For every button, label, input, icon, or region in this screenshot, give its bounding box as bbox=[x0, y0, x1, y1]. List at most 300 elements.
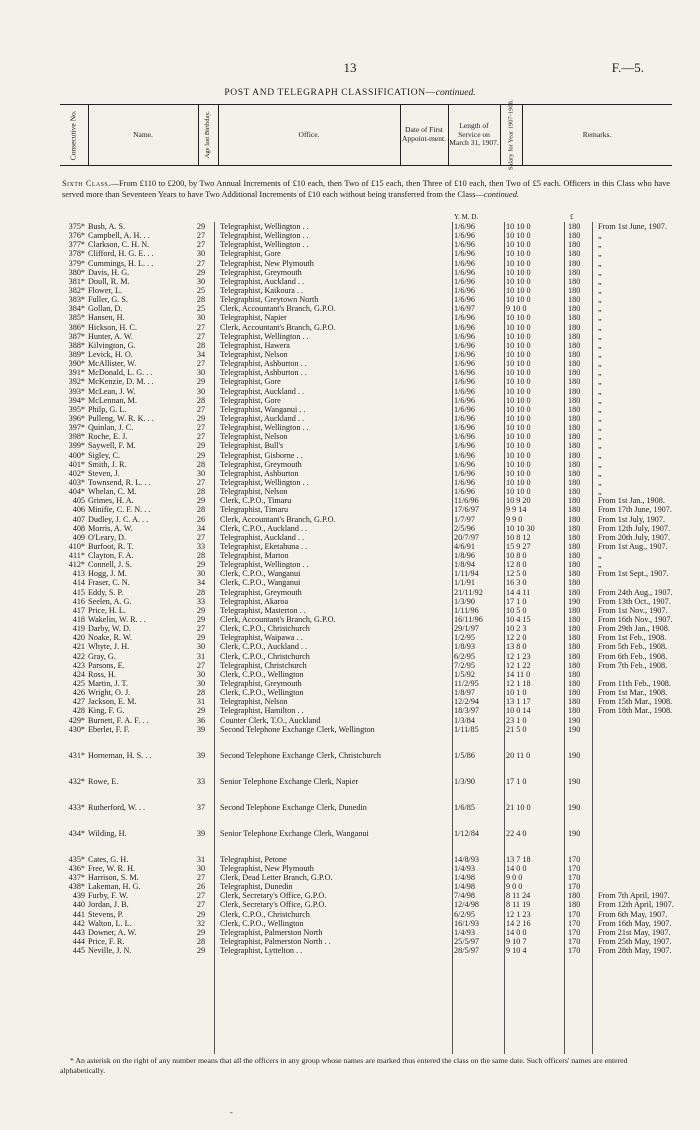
service-length: 10 10 0 bbox=[506, 404, 531, 414]
officer-name: Clifford, H. G. E. . . bbox=[88, 249, 154, 259]
appointment-date: 1/8/93 bbox=[454, 642, 475, 652]
officer-age: 28 bbox=[196, 295, 206, 305]
officer-age: 27 bbox=[196, 624, 206, 634]
consecutive-number: 420 bbox=[72, 633, 85, 643]
table-row bbox=[58, 777, 674, 803]
remarks: „ bbox=[598, 267, 602, 277]
service-length: 9 10 4 bbox=[506, 946, 527, 956]
officer-name: Quinlan, J. C. bbox=[88, 423, 134, 433]
footnote: * An asterisk on the right of any number means that all the officers in any group whose names are marked thus entered the class on the same date. Such officers' names are entered alphabetically. bbox=[60, 1056, 628, 1075]
appointment-date: 1/6/96 bbox=[454, 349, 475, 359]
officer-office: Telegraphist, Hawera bbox=[220, 340, 290, 350]
service-length: 10 8 12 bbox=[506, 532, 531, 542]
officer-name: McAllister, W. bbox=[88, 359, 137, 369]
consecutive-number: 399* bbox=[68, 441, 85, 451]
service-length: 10 10 0 bbox=[506, 459, 531, 469]
appointment-date: 1/6/96 bbox=[454, 487, 475, 497]
table-row bbox=[58, 515, 674, 524]
officer-office: Counter Clerk, T.O., Auckland bbox=[220, 715, 321, 725]
salary: 180 bbox=[568, 468, 581, 478]
salary: 180 bbox=[568, 240, 581, 250]
officer-age: 25 bbox=[196, 285, 206, 295]
salary: 180 bbox=[568, 404, 581, 414]
officer-name: Pulleng, W. R. K. . . bbox=[88, 413, 154, 423]
salary: 180 bbox=[568, 523, 581, 533]
officer-name: Townsend, R. L. . . bbox=[88, 477, 151, 487]
table-row bbox=[58, 751, 674, 777]
service-length: 10 0 14 bbox=[506, 706, 531, 716]
class-description bbox=[62, 178, 670, 200]
appointment-date: 1/5/92 bbox=[454, 669, 475, 679]
officer-age: 31 bbox=[196, 651, 206, 661]
consecutive-number: 421 bbox=[72, 642, 85, 652]
appointment-date: 1/6/96 bbox=[454, 423, 475, 433]
header-office: Office. bbox=[218, 105, 401, 165]
officer-office: Telegraphist, Greytown North bbox=[220, 295, 319, 305]
officer-name: Gollan, D. bbox=[88, 304, 123, 314]
officer-name: Price, F. R. bbox=[88, 937, 125, 946]
officer-age: 27 bbox=[196, 359, 206, 369]
table-row bbox=[58, 323, 674, 332]
salary: 180 bbox=[568, 432, 581, 442]
officer-name: Grimes, H. A. bbox=[88, 496, 134, 506]
officer-age: 30 bbox=[196, 249, 206, 259]
service-length: 10 10 0 bbox=[506, 276, 531, 286]
appointment-date: 1/6/96 bbox=[454, 313, 475, 323]
officer-age: 30 bbox=[196, 468, 206, 478]
salary: 180 bbox=[568, 359, 581, 369]
service-length: 10 10 0 bbox=[506, 285, 531, 295]
consecutive-number: 385* bbox=[68, 313, 85, 323]
consecutive-number: 387* bbox=[68, 331, 85, 341]
officer-office: Senior Telephone Exchange Clerk, Napier bbox=[220, 776, 359, 786]
salary: 180 bbox=[568, 514, 581, 524]
service-length: 12 1 18 bbox=[506, 679, 531, 689]
officer-name: Levick, H. O. bbox=[88, 349, 133, 359]
remarks: „ bbox=[598, 377, 602, 387]
officer-age: 30 bbox=[196, 386, 206, 396]
officer-age: 27 bbox=[196, 660, 206, 670]
remarks: From 12th July, 1907. bbox=[598, 523, 671, 533]
salary: 180 bbox=[568, 413, 581, 423]
officer-name: Furby, F. W. bbox=[88, 891, 128, 901]
table-row bbox=[58, 606, 674, 615]
service-length: 8 11 19 bbox=[506, 900, 531, 910]
service-length: 14 4 11 bbox=[506, 587, 531, 597]
appointment-date: 16/11/96 bbox=[454, 615, 483, 625]
consecutive-number: 429* bbox=[68, 715, 85, 725]
appointment-date: 12/2/94 bbox=[454, 697, 480, 707]
appointment-date: 21/11/92 bbox=[454, 587, 483, 597]
officer-age: 30 bbox=[196, 569, 206, 579]
officer-office: Telegraphist, Wellington . . bbox=[220, 231, 309, 241]
service-length: 10 10 0 bbox=[506, 468, 531, 478]
consecutive-number: 426 bbox=[72, 688, 85, 698]
salary: 190 bbox=[568, 828, 581, 838]
service-length: 9 9 0 bbox=[506, 514, 523, 524]
consecutive-number: 422 bbox=[72, 651, 85, 661]
salary: 170 bbox=[568, 863, 581, 873]
consecutive-number: 402* bbox=[68, 468, 85, 478]
officer-name: Doull, R. M. bbox=[88, 276, 130, 286]
officer-office: Telegraphist, Wellington . . bbox=[220, 240, 309, 250]
officer-name: Kilvington, G. bbox=[88, 340, 136, 350]
salary: 180 bbox=[568, 578, 581, 588]
officer-office: Second Telephone Exchange Clerk, Christchurch bbox=[220, 750, 381, 760]
service-length: 10 10 0 bbox=[506, 487, 531, 497]
appointment-date: 1/1/91 bbox=[454, 578, 475, 588]
officer-name: Davis, H. G. bbox=[88, 267, 130, 277]
table-row bbox=[58, 313, 674, 322]
salary: 180 bbox=[568, 587, 581, 597]
remarks: „ bbox=[598, 331, 602, 341]
consecutive-number: 391* bbox=[68, 368, 85, 378]
officer-office: Clerk, C.P.O., Wanganui bbox=[220, 578, 301, 588]
consecutive-number: 405 bbox=[72, 496, 85, 506]
officer-name: Parsons, E. bbox=[88, 660, 125, 670]
officer-name: Hickson, H. C. bbox=[88, 322, 137, 332]
consecutive-number: 401* bbox=[68, 459, 85, 469]
service-length: 10 10 0 bbox=[506, 477, 531, 487]
remarks: „ bbox=[598, 441, 602, 451]
officer-office: Clerk, C.P.O., Wellington bbox=[220, 918, 304, 928]
officer-age: 30 bbox=[196, 313, 206, 323]
table-row bbox=[58, 505, 674, 514]
officer-age: 29 bbox=[196, 615, 206, 625]
service-length: 21 10 0 bbox=[506, 802, 531, 812]
officer-office: Clerk, C.P.O., Christchurch bbox=[220, 909, 310, 919]
consecutive-number: 439 bbox=[72, 891, 85, 901]
salary: 180 bbox=[568, 349, 581, 359]
consecutive-number: 410* bbox=[68, 541, 85, 551]
table-row bbox=[58, 286, 674, 295]
remarks: From 1st Jan., 1908. bbox=[598, 496, 665, 506]
remarks: From 11th Feb., 1908. bbox=[598, 679, 671, 689]
appointment-date: 1/6/96 bbox=[454, 285, 475, 295]
officer-age: 29 bbox=[196, 909, 206, 919]
officer-name: Cates, G. H. bbox=[88, 854, 129, 864]
officer-office: Telegraphist, Auckland . . bbox=[220, 276, 305, 286]
officer-office: Second Telephone Exchange Clerk, Wellington bbox=[220, 724, 375, 734]
officer-office: Telegraphist, Waipawa . . bbox=[220, 633, 303, 643]
officer-name: Rutherford, W. . . bbox=[88, 802, 146, 812]
consecutive-number: 412* bbox=[68, 560, 85, 570]
appointment-date: 1/12/84 bbox=[454, 828, 480, 838]
officer-name: Steven, J. bbox=[88, 468, 120, 478]
officer-office: Clerk, Dead Letter Branch, G.P.O. bbox=[220, 873, 333, 883]
table-row bbox=[58, 560, 674, 569]
salary: 180 bbox=[568, 222, 581, 231]
officer-age: 25 bbox=[196, 304, 206, 314]
officer-age: 39 bbox=[196, 828, 206, 838]
service-length: 15 9 27 bbox=[506, 541, 531, 551]
service-length: 14 0 0 bbox=[506, 927, 527, 937]
table-row bbox=[58, 697, 674, 706]
service-length: 10 10 0 bbox=[506, 349, 531, 359]
table-row bbox=[58, 919, 674, 928]
table-row bbox=[58, 432, 674, 441]
appointment-date: 2/5/96 bbox=[454, 523, 475, 533]
service-length: 9 0 0 bbox=[506, 882, 523, 892]
table-row bbox=[58, 405, 674, 414]
service-length: 10 10 0 bbox=[506, 258, 531, 268]
salary: 170 bbox=[568, 918, 581, 928]
service-length: 8 11 24 bbox=[506, 891, 531, 901]
table-row bbox=[58, 725, 674, 751]
remarks: „ bbox=[598, 386, 602, 396]
remarks: From 1st June, 1907. bbox=[598, 222, 667, 231]
consecutive-number: 396* bbox=[68, 413, 85, 423]
appointment-date: 1/6/96 bbox=[454, 359, 475, 369]
officer-name: Harrison, S. M. bbox=[88, 873, 139, 883]
officer-office: Telegraphist, Kaikoura . . bbox=[220, 285, 304, 295]
header-remarks: Remarks. bbox=[582, 129, 612, 139]
remarks: From 12th April, 1907. bbox=[598, 900, 674, 910]
consecutive-number: 437* bbox=[68, 873, 85, 883]
table-row bbox=[58, 829, 674, 855]
appointment-date: 1/6/96 bbox=[454, 432, 475, 442]
salary: 180 bbox=[568, 615, 581, 625]
appointment-date: 1/6/96 bbox=[454, 368, 475, 378]
consecutive-number: 390* bbox=[68, 359, 85, 369]
table-row bbox=[58, 551, 674, 560]
appointment-date: 17/6/97 bbox=[454, 505, 480, 515]
remarks: From 20th July, 1907. bbox=[598, 532, 671, 542]
consecutive-number: 442 bbox=[72, 918, 85, 928]
officer-office: Telegraphist, Gisborne . . bbox=[220, 450, 303, 460]
service-length: 10 8 0 bbox=[506, 551, 527, 561]
salary: 180 bbox=[568, 249, 581, 259]
service-length: 10 10 0 bbox=[506, 249, 531, 259]
officer-name: Fraser, C. N. bbox=[88, 578, 130, 588]
table-row bbox=[58, 928, 674, 937]
officer-office: Second Telephone Exchange Clerk, Dunedin bbox=[220, 802, 367, 812]
officer-name: Eddy, S. P. bbox=[88, 587, 124, 597]
remarks: From 28th May, 1907. bbox=[598, 946, 672, 956]
consecutive-number: 416 bbox=[72, 596, 85, 606]
appointment-date: 1/6/85 bbox=[454, 802, 475, 812]
service-length: 9 0 0 bbox=[506, 873, 523, 883]
service-length: 10 10 0 bbox=[506, 240, 531, 250]
page-title bbox=[0, 88, 700, 98]
salary: 190 bbox=[568, 596, 581, 606]
officer-age: 39 bbox=[196, 724, 206, 734]
officer-office: Clerk, Accountant's Branch, G.P.O. bbox=[220, 615, 336, 625]
officer-office: Telegraphist, Timaru bbox=[220, 505, 289, 515]
table-row bbox=[58, 478, 674, 487]
officer-name: McDonald, L. G. . . bbox=[88, 368, 153, 378]
officer-office: Telegraphist, Hamilton . . bbox=[220, 706, 304, 716]
consecutive-number: 443 bbox=[72, 927, 85, 937]
consecutive-number: 424 bbox=[72, 669, 85, 679]
officer-age: 34 bbox=[196, 523, 206, 533]
service-length: 21 5 0 bbox=[506, 724, 527, 734]
appointment-date: 1/6/96 bbox=[454, 468, 475, 478]
officer-name: Fuller, G. S. bbox=[88, 295, 128, 305]
salary: 180 bbox=[568, 551, 581, 561]
service-length: 10 10 0 bbox=[506, 322, 531, 332]
officer-age: 29 bbox=[196, 633, 206, 643]
officer-name: Noake, R. W. bbox=[88, 633, 132, 643]
salary: 180 bbox=[568, 441, 581, 451]
remarks: From 21st May, 1907. bbox=[598, 927, 671, 937]
consecutive-number: 406 bbox=[72, 505, 85, 515]
page-mark: - bbox=[230, 1108, 233, 1117]
header-date: Date of First Appoint-ment. bbox=[400, 105, 449, 165]
consecutive-number: 414 bbox=[72, 578, 85, 588]
service-length: 12 1 23 bbox=[506, 651, 531, 661]
table-row bbox=[58, 277, 674, 286]
officer-office: Telegraphist, Ashburton bbox=[220, 468, 299, 478]
service-length: 10 4 15 bbox=[506, 615, 531, 625]
consecutive-number: 430* bbox=[68, 724, 85, 734]
service-length: 10 10 0 bbox=[506, 450, 531, 460]
officer-office: Telegraphist, Wellington . . bbox=[220, 423, 309, 433]
service-length: 10 10 0 bbox=[506, 331, 531, 341]
service-length: 10 10 0 bbox=[506, 340, 531, 350]
service-length: 10 10 0 bbox=[506, 423, 531, 433]
table-row bbox=[58, 900, 674, 909]
officer-office: Telegraphist, Eketahuna . . bbox=[220, 541, 308, 551]
salary: 180 bbox=[568, 276, 581, 286]
salary: 180 bbox=[568, 633, 581, 643]
salary: 180 bbox=[568, 340, 581, 350]
officer-age: 28 bbox=[196, 587, 206, 597]
remarks: From 7th April, 1907. bbox=[598, 891, 670, 901]
table-row bbox=[58, 240, 674, 249]
salary: 170 bbox=[568, 946, 581, 956]
salary: 180 bbox=[568, 331, 581, 341]
officer-name: Cummings, H. L. . . bbox=[88, 258, 154, 268]
officer-name: Wright, O. J. bbox=[88, 688, 131, 698]
officer-age: 29 bbox=[196, 450, 206, 460]
consecutive-number: 425 bbox=[72, 679, 85, 689]
service-length: 10 10 0 bbox=[506, 395, 531, 405]
officer-office: Telegraphist, Greymouth bbox=[220, 267, 302, 277]
officer-name: Morris, A. W. bbox=[88, 523, 133, 533]
salary: 180 bbox=[568, 450, 581, 460]
officer-name: Hogg, J. M. bbox=[88, 569, 127, 579]
salary: 180 bbox=[568, 496, 581, 506]
officer-age: 27 bbox=[196, 231, 206, 241]
service-length: 10 10 0 bbox=[506, 313, 531, 323]
table-header bbox=[60, 99, 672, 171]
officer-office: Clerk, Accountant's Branch, G.P.O. bbox=[220, 304, 336, 314]
remarks: From 1st July, 1907. bbox=[598, 514, 666, 524]
consecutive-number: 383* bbox=[68, 295, 85, 305]
officer-name: Connell, J. S. bbox=[88, 560, 132, 570]
service-length: 10 10 0 bbox=[506, 377, 531, 387]
officer-office: Telegraphist, Wellington . . bbox=[220, 477, 309, 487]
remarks: „ bbox=[598, 295, 602, 305]
officer-name: Smith, J. R. bbox=[88, 459, 127, 469]
consecutive-number: 381* bbox=[68, 276, 85, 286]
remarks: From 6th May, 1907. bbox=[598, 909, 668, 919]
officer-office: Telegraphist, Gore bbox=[220, 395, 281, 405]
officer-office: Telegraphist, Palmerston North . . bbox=[220, 937, 331, 946]
officer-office: Telegraphist, Lyttelton . . bbox=[220, 946, 303, 956]
officer-name: Downer, A. W. bbox=[88, 927, 137, 937]
remarks: „ bbox=[598, 551, 602, 561]
remarks: „ bbox=[598, 560, 602, 570]
officer-age: 39 bbox=[196, 750, 206, 760]
table-row bbox=[58, 341, 674, 350]
remarks: „ bbox=[598, 368, 602, 378]
consecutive-number: 389* bbox=[68, 349, 85, 359]
officer-age: 28 bbox=[196, 487, 206, 497]
consecutive-number: 398* bbox=[68, 432, 85, 442]
officer-office: Telegraphist, Masterton . . bbox=[220, 605, 306, 615]
service-length: 10 1 0 bbox=[506, 688, 527, 698]
consecutive-number: 409 bbox=[72, 532, 85, 542]
table-row bbox=[58, 937, 674, 946]
service-length: 17 1 0 bbox=[506, 596, 527, 606]
table-row bbox=[58, 496, 674, 505]
officer-name: Gray, G. bbox=[88, 651, 116, 661]
salary: 180 bbox=[568, 423, 581, 433]
table-row bbox=[58, 359, 674, 368]
officer-name: Whyte, J. H. bbox=[88, 642, 130, 652]
table-row bbox=[58, 588, 674, 597]
service-length: 12 8 0 bbox=[506, 560, 527, 570]
table-row bbox=[58, 451, 674, 460]
officer-office: Telegraphist, Nelson bbox=[220, 349, 288, 359]
officer-age: 37 bbox=[196, 802, 206, 812]
salary: 180 bbox=[568, 386, 581, 396]
remarks: „ bbox=[598, 468, 602, 478]
table-row bbox=[58, 487, 674, 496]
officer-age: 29 bbox=[196, 413, 206, 423]
header-salary: Salary for Year 1907-1908. bbox=[500, 105, 523, 165]
appointment-date: 18/3/97 bbox=[454, 706, 480, 716]
remarks: From 1st Aug., 1907. bbox=[598, 541, 668, 551]
officer-age: 36 bbox=[196, 715, 206, 725]
officer-name: Burnett, F. A. F. . . bbox=[88, 715, 149, 725]
consecutive-number: 434* bbox=[68, 828, 85, 838]
consecutive-number: 388* bbox=[68, 340, 85, 350]
remarks: From 15th Mar., 1908. bbox=[598, 697, 673, 707]
service-length: 17 1 0 bbox=[506, 776, 527, 786]
appointment-date: 1/11/94 bbox=[454, 569, 479, 579]
salary: 180 bbox=[568, 706, 581, 716]
service-length: 12 2 0 bbox=[506, 633, 527, 643]
table-row bbox=[58, 578, 674, 587]
table-row bbox=[58, 469, 674, 478]
officer-age: 28 bbox=[196, 688, 206, 698]
officer-office: Senior Telephone Exchange Clerk, Wanganui bbox=[220, 828, 369, 838]
consecutive-number: 375* bbox=[68, 222, 85, 231]
salary: 180 bbox=[568, 891, 581, 901]
appointment-date: 14/8/93 bbox=[454, 854, 480, 864]
salary: 180 bbox=[568, 688, 581, 698]
appointment-date: 1/6/96 bbox=[454, 331, 475, 341]
salary: 180 bbox=[568, 660, 581, 670]
officer-office: Telegraphist, Auckland . . bbox=[220, 532, 305, 542]
service-length: 13 7 18 bbox=[506, 854, 531, 864]
remarks: „ bbox=[598, 404, 602, 414]
salary: 180 bbox=[568, 487, 581, 497]
remarks: „ bbox=[598, 340, 602, 350]
officer-office: Telegraphist, Wellington . . bbox=[220, 331, 309, 341]
header-consecutive: Consecutive No. bbox=[60, 105, 89, 165]
appointment-date: 1/6/96 bbox=[454, 441, 475, 451]
appointment-date: 1/4/93 bbox=[454, 927, 475, 937]
appointment-date: 1/6/96 bbox=[454, 340, 475, 350]
officer-office: Telegraphist, Wellington . . bbox=[220, 222, 309, 231]
appointment-date: 1/4/98 bbox=[454, 873, 475, 883]
officer-age: 27 bbox=[196, 432, 206, 442]
officer-age: 27 bbox=[196, 891, 206, 901]
